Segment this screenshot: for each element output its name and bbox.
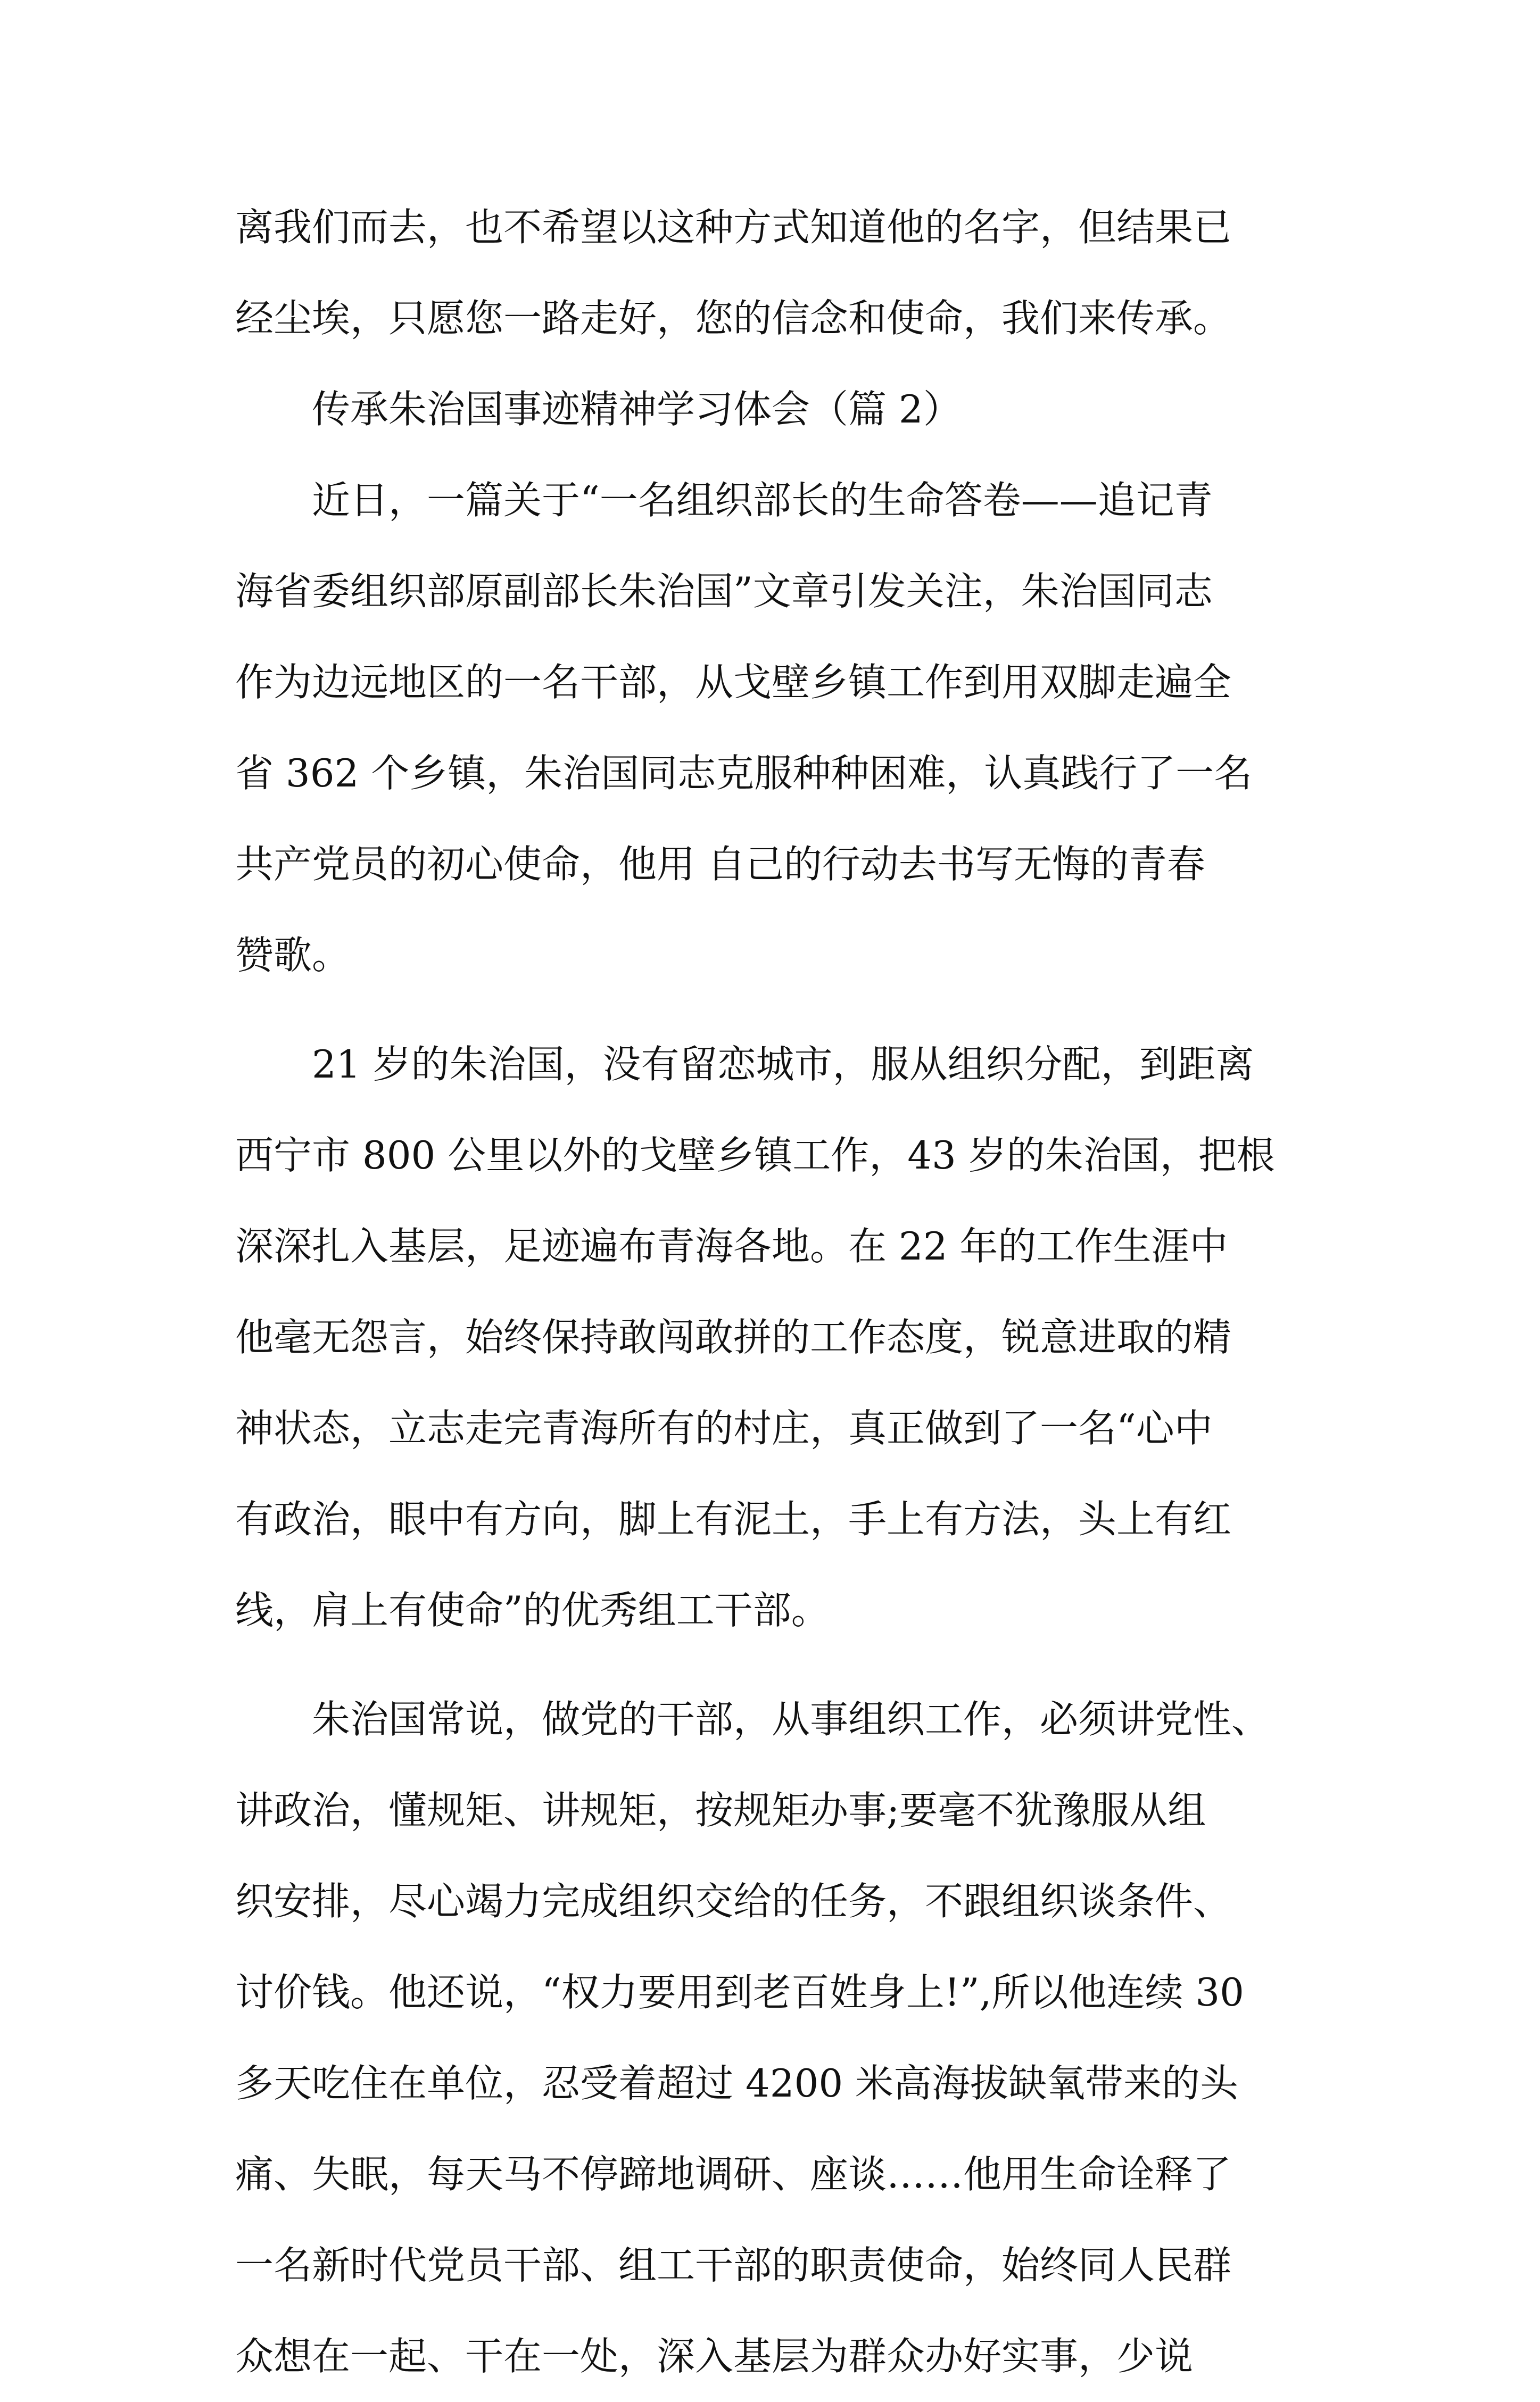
text-line: 经尘埃，只愿您一路走好，您的信念和使命，我们来传承。 — [235, 296, 1232, 341]
document-body — [235, 182, 1326, 2402]
text-line: 21 岁的朱治国，没有留恋城市，服从组织分配，到距离 — [312, 1042, 1254, 1087]
text-line: 西宁市 800 公里以外的戈壁乡镇工作，43 岁的朱治国，把根 — [235, 1133, 1275, 1178]
text-line: 共产党员的初心使命，他用 自己的行动去书写无悔的青春 — [235, 842, 1205, 887]
text-line: 神状态，立志走完青海所有的村庄，真正做到了一名“心中 — [235, 1406, 1213, 1451]
text-line: 讨价钱。他还说，“权力要用到老百姓身上!”,所以他连续 30 — [235, 1970, 1244, 2015]
paragraph-spacer — [235, 1656, 1326, 1674]
section-title: 传承朱治国事迹精神学习体会（篇 2） — [312, 387, 962, 432]
paragraph-career — [235, 1019, 1326, 1656]
text-line: 多天吃住在单位，忍受着超过 4200 米高海拔缺氧带来的头 — [235, 2061, 1239, 2106]
text-line: 他毫无怨言，始终保持敢闯敢拼的工作态度，锐意进取的精 — [235, 1315, 1232, 1360]
text-line: 朱治国常说，做党的干部，从事组织工作，必须讲党性、 — [312, 1697, 1270, 1742]
text-line: 讲政治，懂规矩、讲规矩，按规矩办事;要毫不犹豫服从组 — [235, 1788, 1206, 1833]
text-line: 众想在一起、干在一处，深入基层为群众办好实事，少说 — [235, 2334, 1194, 2379]
text-line: 赞歌。 — [235, 933, 351, 978]
text-line: 近日，一篇关于“一名组织部长的生命答卷——追记青 — [312, 478, 1213, 523]
text-line: 省 362 个乡镇，朱治国同志克服种种困难，认真践行了一名 — [235, 751, 1253, 796]
paragraph-spacer — [235, 1001, 1326, 1019]
text-line: 线，肩上有使命”的优秀组工干部。 — [235, 1588, 830, 1633]
text-line: 有政治，眼中有方向，脚上有泥土，手上有方法，头上有红 — [235, 1497, 1232, 1542]
text-line: 离我们而去，也不希望以这种方式知道他的名字，但结果已 — [235, 205, 1232, 250]
text-line: 深深扎入基层，足迹遍布青海各地。在 22 年的工作生涯中 — [235, 1224, 1228, 1269]
text-line: 作为边远地区的一名干部，从戈壁乡镇工作到用双脚走遍全 — [235, 660, 1232, 705]
paragraph-quotes — [235, 1674, 1326, 2402]
text-line: 织安排，尽心竭力完成组织交给的任务，不跟组织谈条件、 — [235, 1879, 1232, 1924]
text-line: 海省委组织部原副部长朱治国”文章引发关注，朱治国同志 — [235, 569, 1213, 614]
text-line: 一名新时代党员干部、组工干部的职责使命，始终同人民群 — [235, 2243, 1232, 2288]
paragraph-intro — [235, 455, 1326, 1001]
text-line: 痛、失眠，每天马不停蹄地调研、座谈……他用生命诠释了 — [235, 2152, 1232, 2197]
paragraph-continued — [235, 182, 1326, 364]
